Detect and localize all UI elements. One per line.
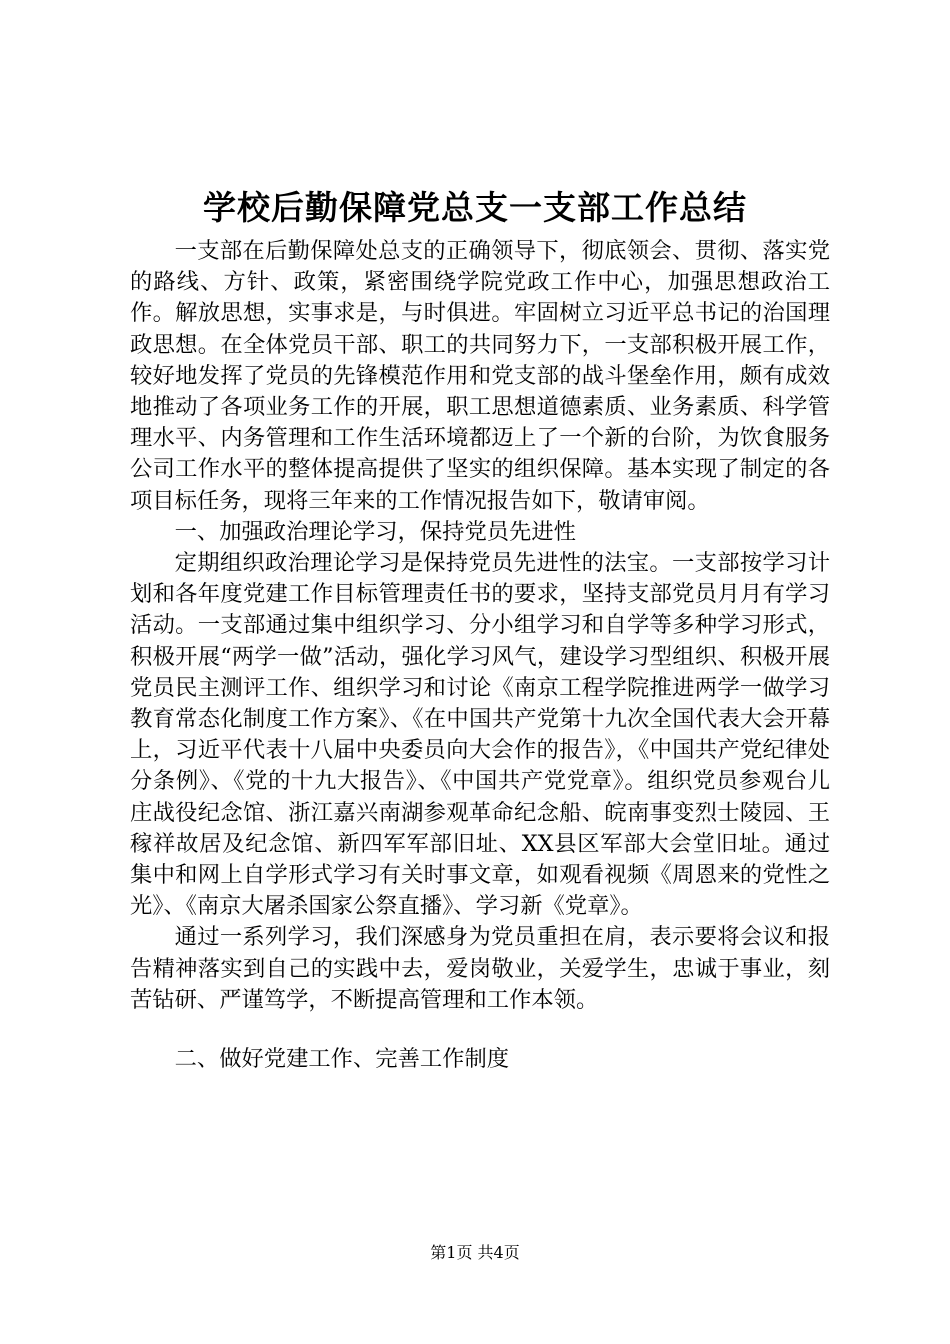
section-heading-1: 一、加强政治理论学习，保持党员先进性 xyxy=(174,518,576,545)
document-body xyxy=(130,236,830,1075)
intro-paragraph: 一支部在后勤保障处总支的正确领导下，彻底领会、贯彻、落实党的路线、方针、政策，紧密围绕学院党政工作中心，加强思想政治工作。解放思想，实事求是，与时俱进。牢固树立习近平总书记的治国理政思想。在全体党员干部、职工的共同努力下，一支部积极开展工作，较好地发挥了党员的先锋模范作用和党支部的战斗堡垒作用，颇有成效地推动了各项业务工作的开展，职工思想道德素质、业务素质、科学管理水平、内务管理和工作生活环境都迈上了一个新的台阶，为饮食服务公司工作水平的整体提高提供了坚实的组织保障。基本实现了制定的各项目标任务，现将三年来的工作情况报告如下，敬请审阅。 xyxy=(130,238,830,514)
section-1-paragraph: 定期组织政治理论学习是保持党员先进性的法宝。一支部按学习计划和各年度党建工作目标管理责任书的要求，坚持支部党员月月有学习活动。一支部通过集中组织学习、分小组学习和自学等多种学习形式，积极开展“两学一做”活动，强化学习风气，建设学习型组织、积极开展党员民主测评工作、组织学习和讨论《南京工程学院推进两学一做学习教育常态化制度工作方案》、《在中国共产党第十九次全国代表大会开幕上，习近平代表十八届中央委员向大会作的报告》，《中国共产党纪律处分条例》、《党的十九大报告》、《中国共产党党章》。组织党员参观台儿庄战役纪念馆、浙江嘉兴南湖参观革命纪念船、皖南事变烈士陵园、王稼祥故居及纪念馆、新四军军部旧址、XX县区军部大会堂旧址。通过集中和网上自学形式学习有关时事文章，如观看视频《周恩来的党性之光》、《南京大屠杀国家公祭直播》、学习新《党章》。 xyxy=(130,550,830,920)
page-footer: 第1页 共4页 xyxy=(430,1243,520,1262)
document-title: 学校后勤保障党总支一支部工作总结 xyxy=(203,188,747,227)
section-heading-2: 二、做好党建工作、完善工作制度 xyxy=(174,1046,510,1073)
section-1-conclusion: 通过一系列学习，我们深感身为党员重担在肩，表示要将会议和报告精神落实到自己的实践中去，爱岗敬业，关爱学生，忠诚于事业，刻苦钻研、严谨笃学，不断提高管理和工作本领。 xyxy=(130,924,830,1013)
